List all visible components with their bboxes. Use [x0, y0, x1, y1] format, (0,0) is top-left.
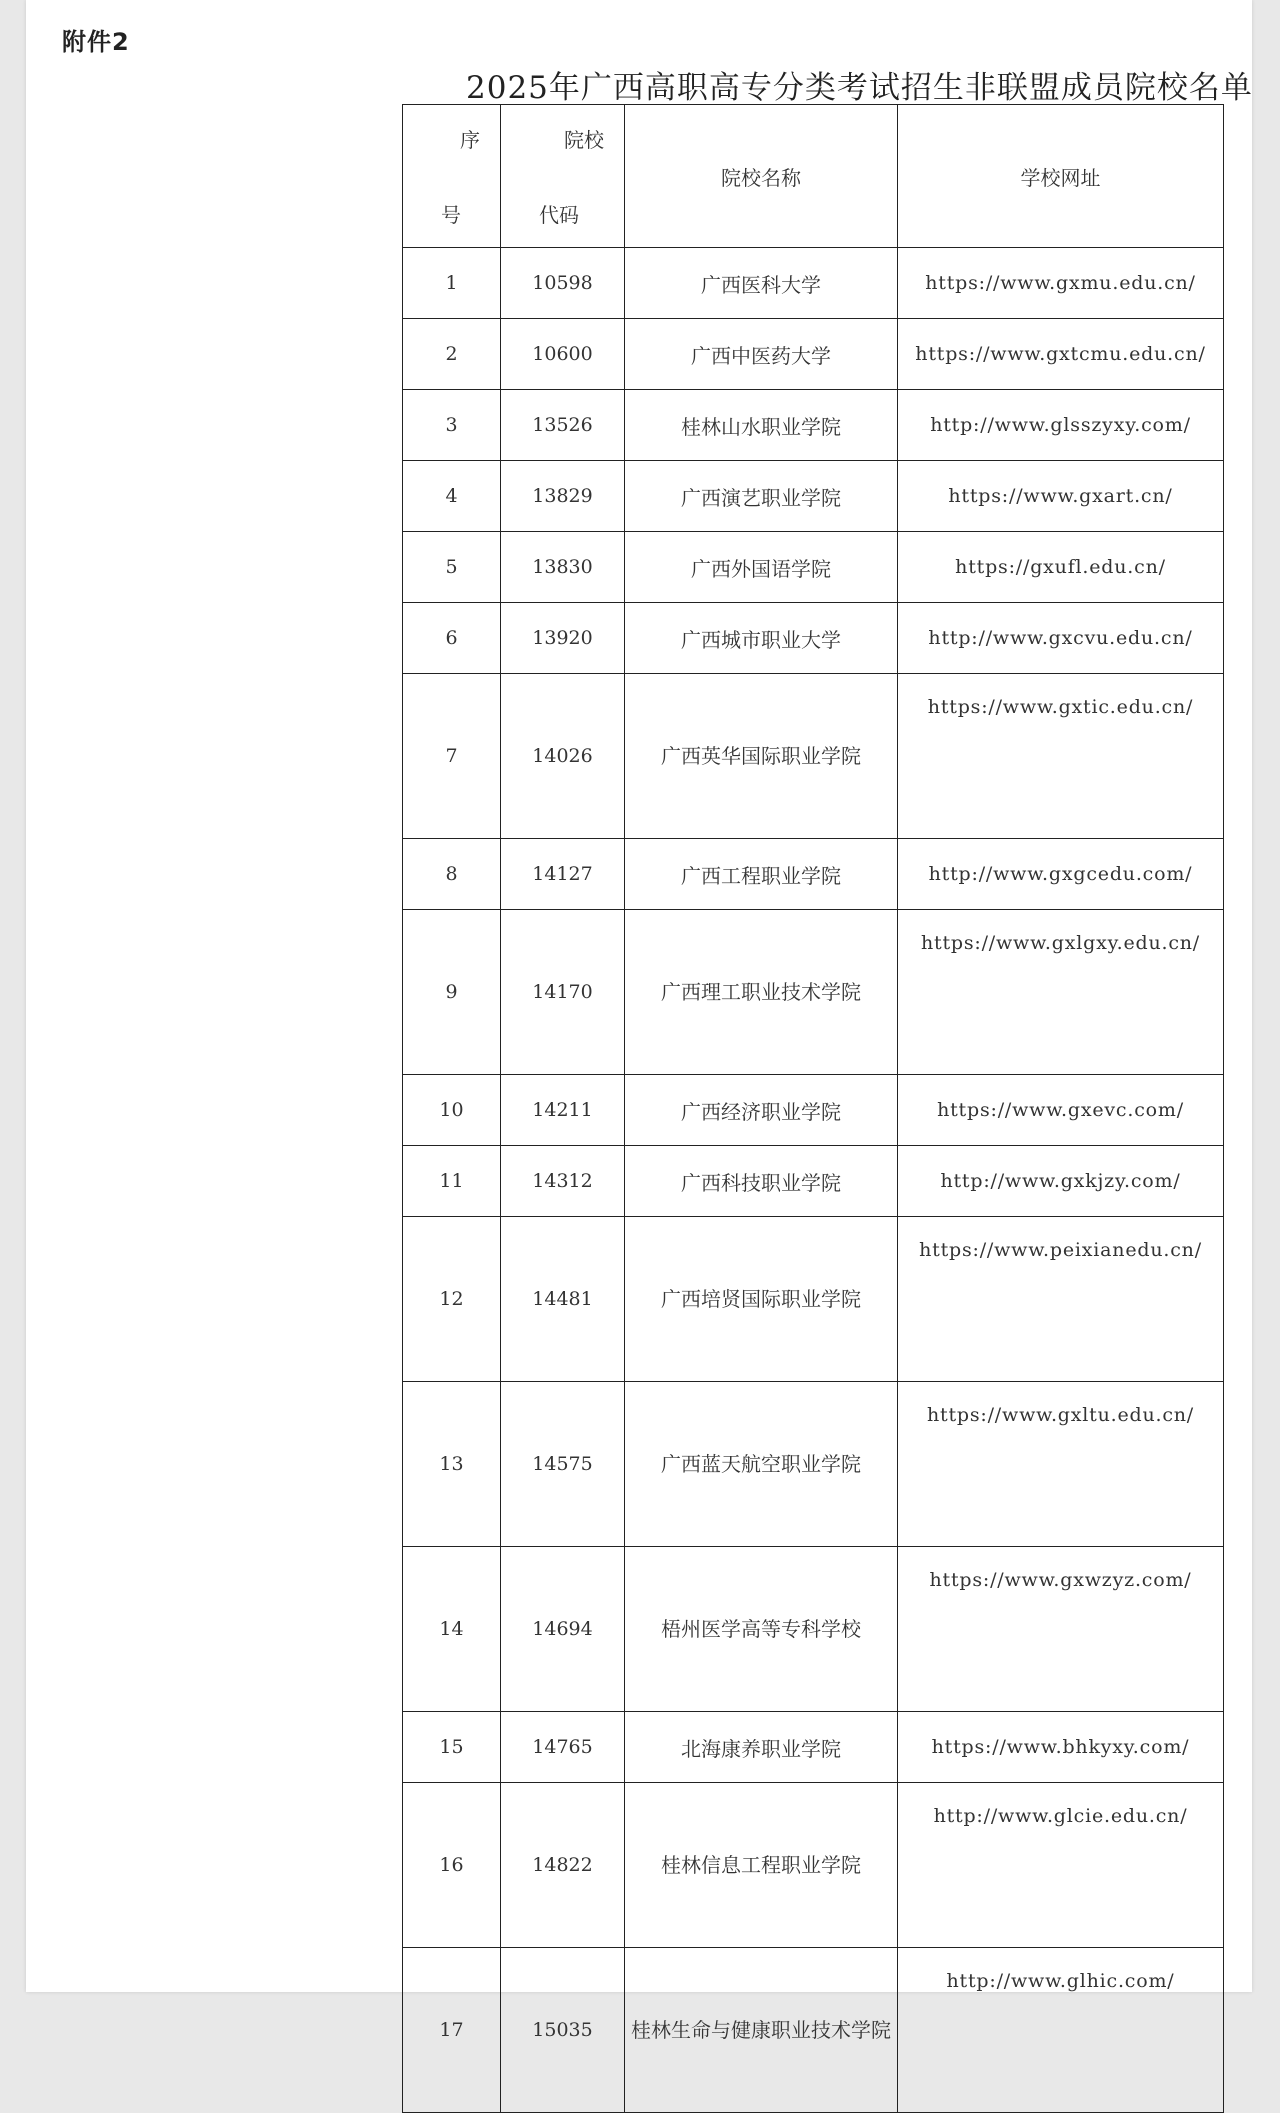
- cell-school-name: 广西外国语学院: [625, 532, 898, 603]
- attachment-label: 附件2: [62, 28, 130, 56]
- cell-seq: 14: [403, 1547, 501, 1712]
- cell-seq: 13: [403, 1382, 501, 1547]
- cell-school-url: https://www.gxtic.edu.cn/: [898, 674, 1224, 839]
- cell-school-url: https://www.gxmu.edu.cn/: [898, 248, 1224, 319]
- cell-school-name: 广西经济职业学院: [625, 1075, 898, 1146]
- cell-seq: 7: [403, 674, 501, 839]
- document-title: 2025年广西高职高专分类考试招生非联盟成员院校名单: [466, 70, 1253, 106]
- cell-seq: 3: [403, 390, 501, 461]
- cell-school-name: 梧州医学高等专科学校: [625, 1547, 898, 1712]
- table-row: [403, 1217, 1224, 1382]
- table-row: [403, 532, 1224, 603]
- cell-code: 14211: [501, 1075, 625, 1146]
- cell-school-url: https://www.gxltu.edu.cn/: [898, 1382, 1224, 1547]
- cell-code: 14481: [501, 1217, 625, 1382]
- cell-code: 13526: [501, 390, 625, 461]
- cell-seq: 2: [403, 319, 501, 390]
- cell-school-url: http://www.gxkjzy.com/: [898, 1146, 1224, 1217]
- table-row: [403, 1712, 1224, 1783]
- cell-school-url: https://www.gxwzyz.com/: [898, 1547, 1224, 1712]
- cell-school-name: 广西工程职业学院: [625, 839, 898, 910]
- cell-code: 13829: [501, 461, 625, 532]
- header-seq-line1: 序: [460, 128, 480, 152]
- table-row: [403, 319, 1224, 390]
- cell-seq: 6: [403, 603, 501, 674]
- table-row: [403, 248, 1224, 319]
- table-body: [403, 248, 1224, 2113]
- cell-school-name: 广西中医药大学: [625, 319, 898, 390]
- cell-school-name: 广西科技职业学院: [625, 1146, 898, 1217]
- cell-school-url: http://www.glsszyxy.com/: [898, 390, 1224, 461]
- cell-school-url: https://gxufl.edu.cn/: [898, 532, 1224, 603]
- cell-school-name: 桂林生命与健康职业技术学院: [625, 1948, 898, 2113]
- table-row: [403, 1382, 1224, 1547]
- table-row: [403, 390, 1224, 461]
- cell-code: 14575: [501, 1382, 625, 1547]
- cell-code: 10600: [501, 319, 625, 390]
- cell-school-url: https://www.bhkyxy.com/: [898, 1712, 1224, 1783]
- table-row: [403, 1146, 1224, 1217]
- cell-seq: 11: [403, 1146, 501, 1217]
- cell-seq: 1: [403, 248, 501, 319]
- cell-code: 14822: [501, 1783, 625, 1948]
- cell-school-url: http://www.glcie.edu.cn/: [898, 1783, 1224, 1948]
- cell-seq: 5: [403, 532, 501, 603]
- cell-school-name: 广西英华国际职业学院: [625, 674, 898, 839]
- cell-school-name: 北海康养职业学院: [625, 1712, 898, 1783]
- cell-school-name: 广西理工职业技术学院: [625, 910, 898, 1075]
- header-url: 学校网址: [898, 105, 1224, 248]
- cell-school-url: http://www.gxgcedu.com/: [898, 839, 1224, 910]
- table-row: [403, 603, 1224, 674]
- cell-seq: 9: [403, 910, 501, 1075]
- cell-code: 13830: [501, 532, 625, 603]
- cell-school-name: 广西蓝天航空职业学院: [625, 1382, 898, 1547]
- cell-code: 14312: [501, 1146, 625, 1217]
- table-row: [403, 910, 1224, 1075]
- table-row: [403, 1075, 1224, 1146]
- cell-school-url: https://www.gxart.cn/: [898, 461, 1224, 532]
- table-row: [403, 674, 1224, 839]
- cell-seq: 12: [403, 1217, 501, 1382]
- table-row: [403, 1948, 1224, 2113]
- cell-seq: 10: [403, 1075, 501, 1146]
- cell-code: 14170: [501, 910, 625, 1075]
- header-name: 院校名称: [625, 105, 898, 248]
- header-code: [501, 105, 625, 248]
- cell-seq: 8: [403, 839, 501, 910]
- cell-code: 13920: [501, 603, 625, 674]
- cell-school-url: https://www.gxevc.com/: [898, 1075, 1224, 1146]
- table-row: [403, 1783, 1224, 1948]
- cell-code: 15035: [501, 1948, 625, 2113]
- cell-code: 14765: [501, 1712, 625, 1783]
- cell-seq: 15: [403, 1712, 501, 1783]
- header-seq-line2: 号: [441, 203, 461, 227]
- header-code-line2: 代码: [539, 203, 579, 227]
- header-code-line1: 院校: [564, 128, 604, 152]
- cell-school-url: https://www.gxtcmu.edu.cn/: [898, 319, 1224, 390]
- cell-school-name: 桂林信息工程职业学院: [625, 1783, 898, 1948]
- cell-school-url: https://www.gxlgxy.edu.cn/: [898, 910, 1224, 1075]
- cell-seq: 16: [403, 1783, 501, 1948]
- table-header-row: [403, 105, 1224, 248]
- cell-school-name: 广西医科大学: [625, 248, 898, 319]
- table-row: [403, 839, 1224, 910]
- school-table: [402, 104, 1224, 2113]
- cell-code: 10598: [501, 248, 625, 319]
- cell-school-name: 广西培贤国际职业学院: [625, 1217, 898, 1382]
- cell-code: 14127: [501, 839, 625, 910]
- cell-code: 14694: [501, 1547, 625, 1712]
- cell-school-url: http://www.gxcvu.edu.cn/: [898, 603, 1224, 674]
- cell-school-url: https://www.peixianedu.cn/: [898, 1217, 1224, 1382]
- cell-school-name: 广西城市职业大学: [625, 603, 898, 674]
- cell-code: 14026: [501, 674, 625, 839]
- cell-school-name: 广西演艺职业学院: [625, 461, 898, 532]
- header-seq: [403, 105, 501, 248]
- cell-school-url: http://www.glhic.com/: [898, 1948, 1224, 2113]
- cell-seq: 4: [403, 461, 501, 532]
- cell-seq: 17: [403, 1948, 501, 2113]
- table-row: [403, 461, 1224, 532]
- cell-school-name: 桂林山水职业学院: [625, 390, 898, 461]
- table-row: [403, 1547, 1224, 1712]
